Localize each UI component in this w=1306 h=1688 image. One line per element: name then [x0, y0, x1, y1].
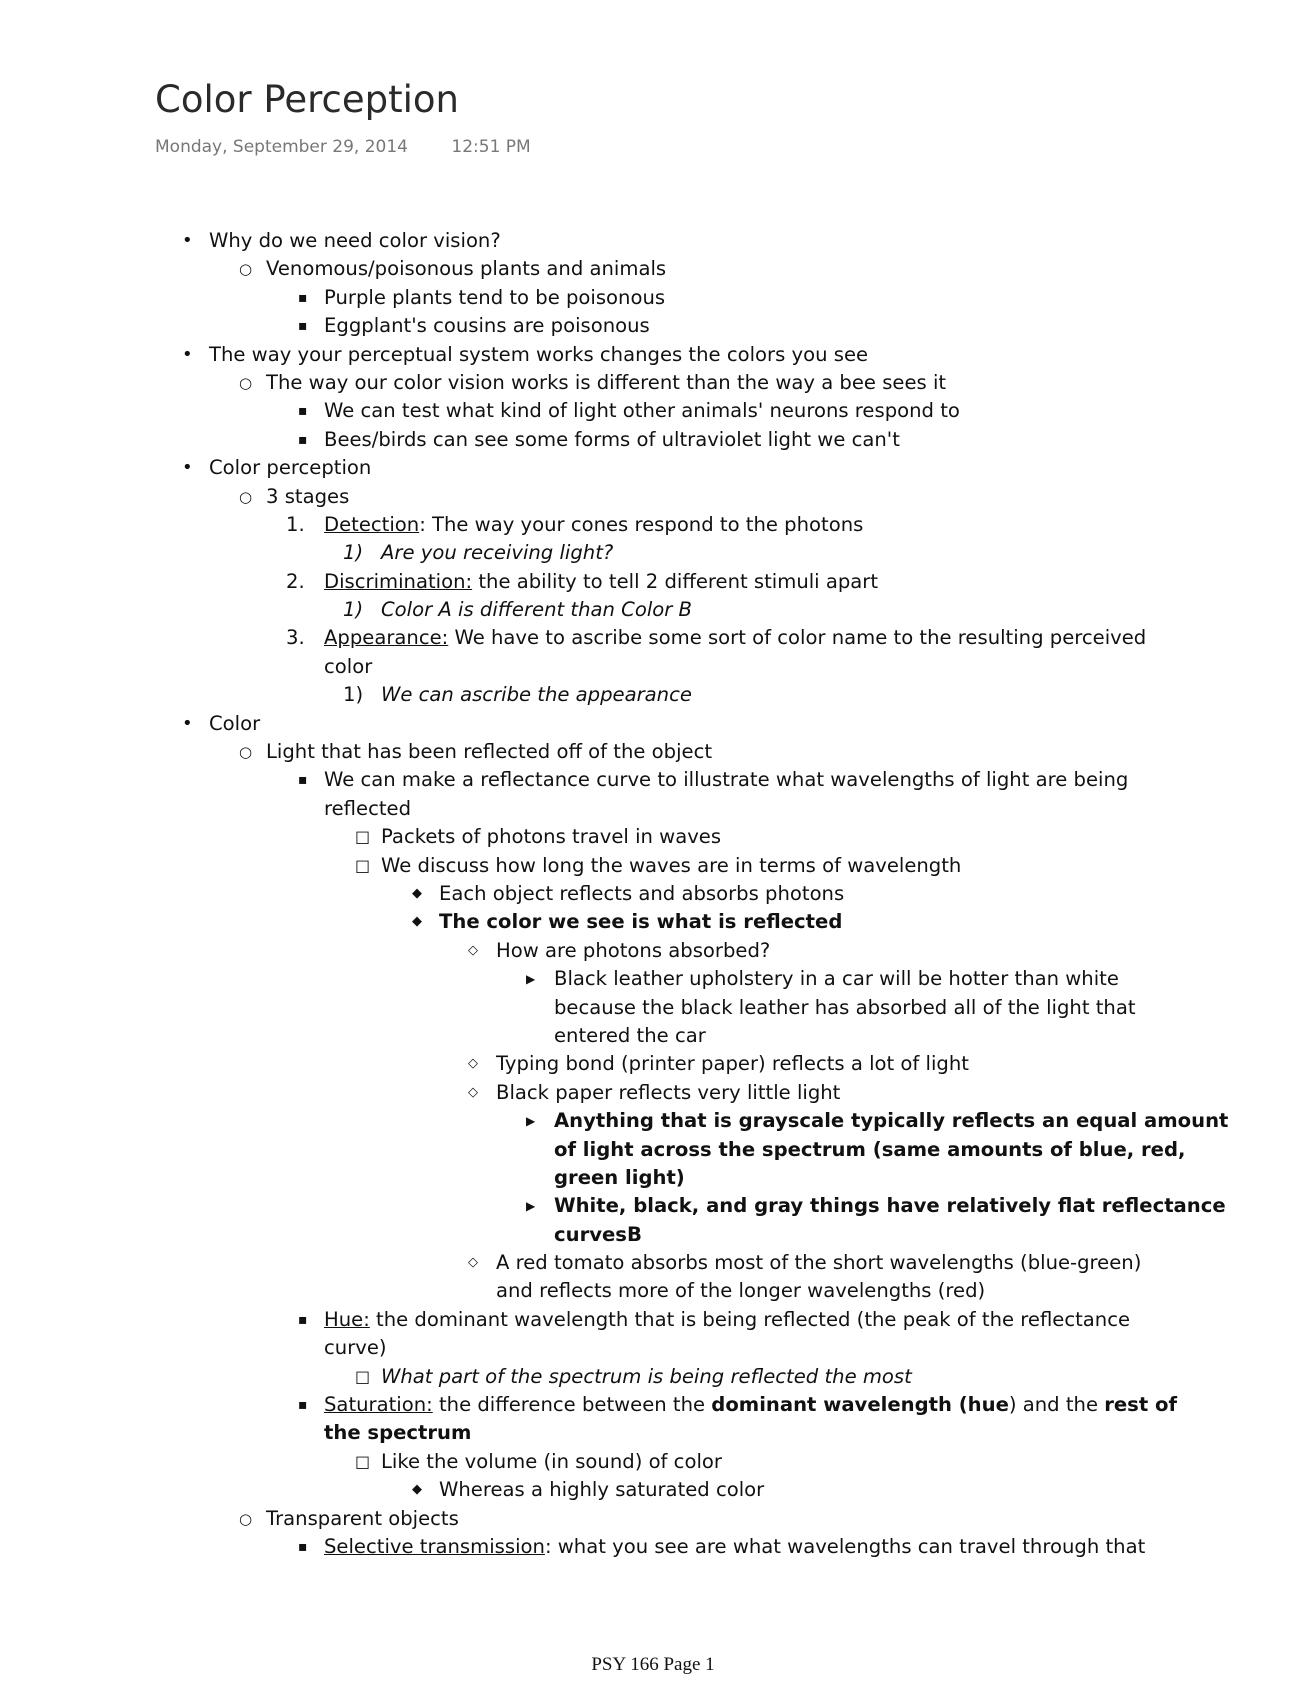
bullet-circle-icon: ○ [239, 260, 253, 279]
bullet-square-icon: ▪ [298, 1397, 308, 1414]
text-run: : The way your cones respond to the photons [419, 512, 864, 536]
outline-line [0, 1306, 1306, 1334]
outline-line [0, 1533, 1306, 1561]
outline-line [0, 681, 1306, 709]
page-footer: PSY 166 Page 1 [591, 1654, 715, 1675]
outline-text [324, 1334, 387, 1362]
text-run: Appearance: [324, 626, 449, 650]
bullet-disc-icon: • [182, 343, 193, 365]
outline-text [209, 710, 260, 738]
outline-line [0, 710, 1306, 738]
outline-text [266, 255, 666, 283]
outline-text [324, 795, 411, 823]
bullet-square-icon: ▪ [298, 772, 308, 789]
outline-text [324, 1419, 471, 1447]
outline-line [0, 511, 1306, 539]
outline-line [0, 454, 1306, 482]
outline-line [0, 284, 1306, 312]
text-run: the difference between the [432, 1393, 712, 1417]
text-run: Anything that is grayscale typically reflects an equal amount [554, 1109, 1229, 1133]
text-run: We can test what kind of light other animals' neurons respond to [324, 399, 960, 423]
text-run: Venomous/poisonous plants and animals [266, 257, 667, 281]
outline-line [0, 908, 1306, 936]
bullet-diamond-icon: ◆ [412, 885, 422, 901]
outline-line [0, 596, 1306, 624]
outline-text [381, 1363, 912, 1391]
outline-line [0, 653, 1306, 681]
text-run: A red tomato absorbs most of the short wavelengths (blue-green) [496, 1251, 1142, 1275]
bullet-box-icon: □ [355, 1451, 371, 1471]
text-run: We have to ascribe some sort of color name to the resulting perceived [448, 626, 1147, 650]
outline-line [0, 994, 1306, 1022]
outline-text [324, 1391, 1177, 1419]
text-run: reflected [324, 796, 412, 820]
outline-line [0, 1164, 1306, 1192]
bullet-arrow-icon: ▶ [526, 972, 536, 987]
outline-text [554, 1022, 706, 1050]
outline-line [0, 738, 1306, 766]
outline-line [0, 823, 1306, 851]
outline-text [439, 908, 842, 936]
outline-text [324, 653, 372, 681]
text-run: 3 stages [266, 484, 350, 508]
outline-text [266, 483, 349, 511]
outline-text [209, 454, 371, 482]
outline-text [554, 965, 1119, 993]
outline-text [554, 994, 1136, 1022]
outline-text [266, 1505, 459, 1533]
text-run: Black leather upholstery in a car will be hotter than white [554, 967, 1119, 991]
bullet-disc-icon: • [182, 230, 193, 251]
outline-text [324, 568, 878, 596]
bullet-circle-icon: ○ [239, 373, 253, 392]
text-run: dominant wavelength (hue [711, 1393, 1009, 1417]
text-run: Purple plants tend to be poisonous [324, 285, 666, 309]
outline-line [0, 1277, 1306, 1305]
text-run: Packets of photons travel in waves [381, 825, 722, 849]
text-run: : what you see are what wavelengths can travel through that [544, 1534, 1146, 1558]
text-run: The way your perceptual system works changes the colors you see [209, 342, 869, 366]
outline-line [0, 937, 1306, 965]
text-run: Bees/birds can see some forms of ultraviolet light we can't [324, 427, 900, 451]
outline-line [0, 880, 1306, 908]
bullet-circle-icon: ○ [239, 743, 253, 762]
outline-text [381, 852, 961, 880]
outline-line [0, 1022, 1306, 1050]
bullet-box-icon: □ [355, 1366, 371, 1386]
text-run: Transparent objects [266, 1506, 459, 1530]
bullet-square-icon: ▪ [298, 403, 308, 420]
list-number: 1) [343, 598, 364, 622]
outline-text [324, 426, 900, 454]
text-run: because the black leather has absorbed all of the light that [554, 995, 1136, 1019]
bullet-box-icon: □ [355, 827, 371, 847]
outline-text [324, 1306, 1130, 1334]
text-run: ) and the [1008, 1393, 1105, 1417]
text-run: and reflects more of the longer wavelengths (red) [496, 1279, 986, 1303]
bullet-open-diamond-icon: ◇ [468, 1056, 478, 1072]
text-run: Like the volume (in sound) of color [381, 1449, 722, 1473]
outline-line [0, 852, 1306, 880]
outline-line [0, 1419, 1306, 1447]
outline-line [0, 255, 1306, 283]
page-date: Monday, September 29, 2014 [155, 137, 408, 157]
outline-line [0, 539, 1306, 567]
outline-line [0, 426, 1306, 454]
outline-text [439, 880, 844, 908]
bullet-circle-icon: ○ [239, 1509, 253, 1528]
outline-line [0, 1107, 1306, 1135]
outline-text [554, 1164, 685, 1192]
outline-text [266, 369, 946, 397]
text-run: Color A is different than Color B [381, 598, 692, 622]
outline-text [554, 1107, 1228, 1135]
list-number: 1. [286, 512, 305, 536]
outline-text [496, 1079, 840, 1107]
outline-line [0, 1363, 1306, 1391]
outline-text [439, 1476, 764, 1504]
text-run: rest of [1104, 1393, 1178, 1417]
outline-text [209, 227, 501, 255]
text-run: the ability to tell 2 different stimuli apart [472, 569, 879, 593]
outline-line [0, 369, 1306, 397]
bullet-diamond-icon: ◆ [412, 1482, 422, 1498]
text-run: Whereas a highly saturated color [439, 1478, 765, 1502]
text-run: White, black, and gray things have relatively flat reflectance [554, 1194, 1226, 1218]
text-run: Color [209, 711, 261, 735]
bullet-diamond-icon: ◆ [412, 914, 422, 930]
outline-text [324, 397, 960, 425]
text-run: Eggplant's cousins are poisonous [324, 314, 650, 338]
text-run: We discuss how long the waves are in terms of wavelength [381, 853, 962, 877]
bullet-open-diamond-icon: ◇ [468, 1255, 478, 1271]
text-run: the spectrum [324, 1421, 472, 1445]
text-run: entered the car [554, 1023, 706, 1047]
outline-text [381, 539, 613, 567]
list-number: 1) [343, 541, 364, 565]
outline-text [554, 1221, 642, 1249]
outline-text [324, 284, 665, 312]
page-title: Color Perception [155, 78, 459, 121]
page-timestamp [155, 137, 531, 157]
outline-line [0, 624, 1306, 652]
outline-line [0, 1476, 1306, 1504]
bullet-arrow-icon: ▶ [526, 1114, 536, 1129]
bullet-circle-icon: ○ [239, 487, 253, 506]
outline-line [0, 1334, 1306, 1362]
outline-text [496, 1050, 969, 1078]
text-run: the dominant wavelength that is being reflected (the peak of the reflectance [369, 1307, 1131, 1331]
outline-line [0, 1192, 1306, 1220]
text-run: How are photons absorbed? [496, 938, 771, 962]
bullet-square-icon: ▪ [298, 1311, 308, 1328]
text-run: Discrimination: [324, 569, 473, 593]
outline-text [496, 937, 770, 965]
bullet-open-diamond-icon: ◇ [468, 1084, 478, 1100]
outline-line [0, 1391, 1306, 1419]
list-number: 3. [286, 626, 305, 650]
outline-line [0, 568, 1306, 596]
text-run: Why do we need color vision? [209, 229, 501, 252]
bullet-disc-icon: • [182, 457, 193, 479]
outline-text [324, 312, 650, 340]
outline-text [209, 341, 868, 369]
outline-line [0, 795, 1306, 823]
outline-text [324, 624, 1146, 652]
outline-line [0, 965, 1306, 993]
outline-line [0, 1448, 1306, 1476]
text-run: green light) [554, 1165, 685, 1189]
outline-line [0, 1079, 1306, 1107]
outline-text [324, 511, 863, 539]
text-run: What part of the spectrum is being reflected the most [381, 1364, 912, 1388]
text-run: Typing bond (printer paper) reflects a lot of light [496, 1052, 969, 1076]
text-run: We can ascribe the appearance [381, 683, 692, 707]
outline-text [324, 1533, 1145, 1561]
text-run: Saturation: [324, 1393, 433, 1417]
text-run: Light that has been reflected off of the object [266, 740, 713, 764]
bullet-square-icon: ▪ [298, 1538, 308, 1555]
outline-notes [0, 227, 1306, 1561]
outline-line [0, 227, 1306, 255]
text-run: Black paper reflects very little light [496, 1080, 841, 1104]
page-time: 12:51 PM [451, 137, 531, 157]
list-number: 2. [286, 569, 305, 593]
outline-text [496, 1249, 1141, 1277]
outline-text [496, 1277, 985, 1305]
bullet-square-icon: ▪ [298, 431, 308, 448]
outline-line [0, 483, 1306, 511]
text-run: curve) [324, 1336, 387, 1360]
outline-line [0, 1050, 1306, 1078]
text-run: Detection [324, 512, 420, 536]
outline-line [0, 1221, 1306, 1249]
bullet-square-icon: ▪ [298, 318, 308, 335]
outline-line [0, 766, 1306, 794]
text-run: curvesB [554, 1222, 642, 1246]
outline-line [0, 1136, 1306, 1164]
outline-text [381, 681, 692, 709]
outline-text [381, 1448, 722, 1476]
outline-line [0, 1249, 1306, 1277]
text-run: of light across the spectrum (same amounts of blue, red, [554, 1137, 1186, 1161]
text-run: The way our color vision works is different than the way a bee sees it [266, 370, 947, 394]
text-run: color [324, 654, 373, 678]
outline-line [0, 312, 1306, 340]
outline-line [0, 341, 1306, 369]
bullet-open-diamond-icon: ◇ [468, 942, 478, 958]
outline-text [554, 1192, 1226, 1220]
outline-line [0, 1505, 1306, 1533]
outline-text [266, 738, 712, 766]
outline-text [554, 1136, 1185, 1164]
bullet-arrow-icon: ▶ [526, 1199, 536, 1214]
outline-text [381, 823, 721, 851]
outline-line [0, 397, 1306, 425]
list-number: 1) [343, 683, 364, 707]
text-run: The color we see is what is reflected [439, 910, 843, 934]
text-run: We can make a reflectance curve to illustrate what wavelengths of light are being [324, 768, 1129, 792]
outline-text [324, 766, 1128, 794]
bullet-box-icon: □ [355, 855, 371, 875]
text-run: Hue: [324, 1307, 370, 1331]
bullet-disc-icon: • [182, 712, 193, 734]
text-run: Each object reflects and absorbs photons [439, 881, 845, 905]
outline-text [381, 596, 692, 624]
bullet-square-icon: ▪ [298, 289, 308, 306]
text-run: Are you receiving light? [381, 541, 614, 565]
text-run: Color perception [209, 456, 372, 480]
text-run: Selective transmission [324, 1534, 545, 1558]
